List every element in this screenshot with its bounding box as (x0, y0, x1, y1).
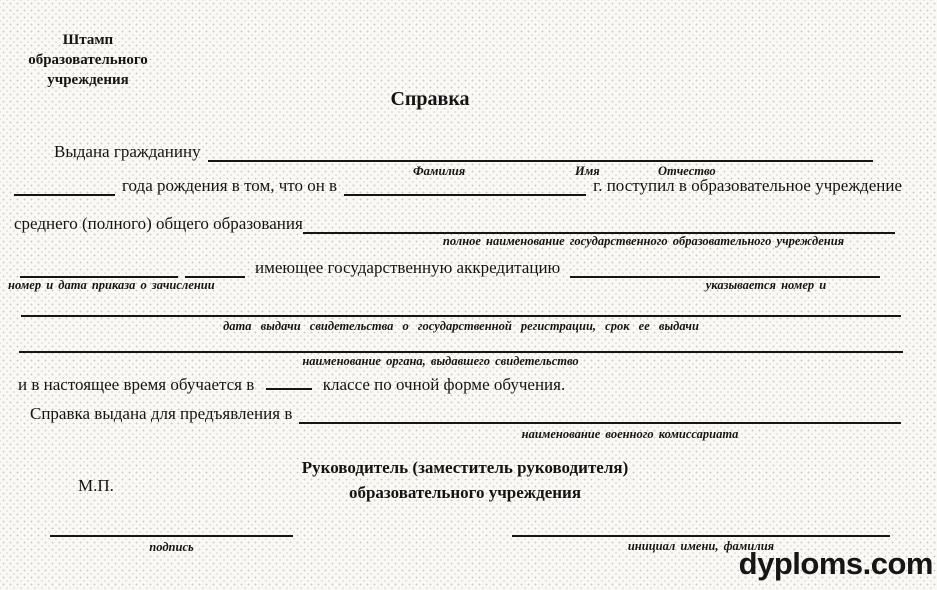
field-signature-blank (50, 517, 293, 537)
stamp-line-2: образовательного (28, 52, 148, 68)
hint-surname: Фамилия (413, 164, 466, 178)
hint-authority: наименование органа, выдавшего свидетельство (302, 354, 579, 368)
field-registration-blank (21, 297, 901, 317)
field-commissariat-blank (299, 402, 901, 424)
stamp-line-1: Штамп (62, 32, 114, 48)
row-current-study (18, 374, 565, 395)
document-title: Справка (390, 88, 470, 110)
signatory-heading (235, 455, 695, 505)
hint-registration: дата выдачи свидетельства о государственной регистрации, срок ее выдачи (223, 319, 699, 333)
field-institution-name-blank (303, 212, 895, 234)
accreditation-text: имеющее государственную аккредитацию (255, 258, 561, 277)
hint-accreditation-number: указывается номер и (705, 278, 827, 292)
education-text: среднего (полного) общего образования (14, 214, 303, 233)
hint-enrollment-order: номер и дата приказа о зачислении (8, 278, 215, 292)
field-accreditation-blank (570, 256, 880, 278)
row-birth-year (14, 174, 902, 196)
field-authority-blank (19, 333, 903, 353)
hint-patronymic: Отчество (658, 164, 716, 178)
hint-signatory-name: инициал имени, фамилия (627, 539, 775, 553)
row-issued-to (54, 140, 873, 162)
field-birth-year-blank (14, 174, 115, 196)
signatory-heading-line-2: образовательного учреждения (348, 483, 582, 502)
birth-year-text: года рождения в том, что он в (122, 176, 338, 195)
hint-institution-name: полное наименование государственного образовательного учреждения (442, 234, 845, 248)
hint-commissariat: наименование военного комиссариата (521, 427, 739, 441)
study-text-prefix: и в настоящее время обучается в (18, 375, 255, 394)
hint-signature: подпись (149, 540, 194, 554)
enrolled-text: г. поступил в образовательное учреждение (593, 176, 902, 195)
signatory-heading-line-1: Руководитель (заместитель руководителя) (301, 458, 629, 477)
field-grade-blank (266, 386, 312, 390)
row-education (14, 212, 895, 234)
issued-to-text: Выдана гражданину (54, 142, 201, 161)
presented-to-text: Справка выдана для предъявления в (30, 404, 293, 423)
row-presented-to (30, 402, 901, 424)
field-signatory-name-blank (512, 517, 890, 537)
seal-place-mark: М.П. (78, 476, 114, 495)
row-accreditation (20, 256, 880, 278)
study-text-suffix: классе по очной форме обучения. (322, 375, 566, 394)
hint-first-name: Имя (575, 164, 600, 178)
field-enroll-date-blank (344, 174, 586, 196)
institution-stamp-note (8, 30, 168, 90)
stamp-line-3: учреждения (47, 72, 129, 88)
field-order-date-blank (185, 256, 245, 278)
field-order-number-blank (20, 256, 178, 278)
site-watermark: dyploms.com (738, 546, 933, 581)
field-full-name-blank (208, 140, 873, 162)
